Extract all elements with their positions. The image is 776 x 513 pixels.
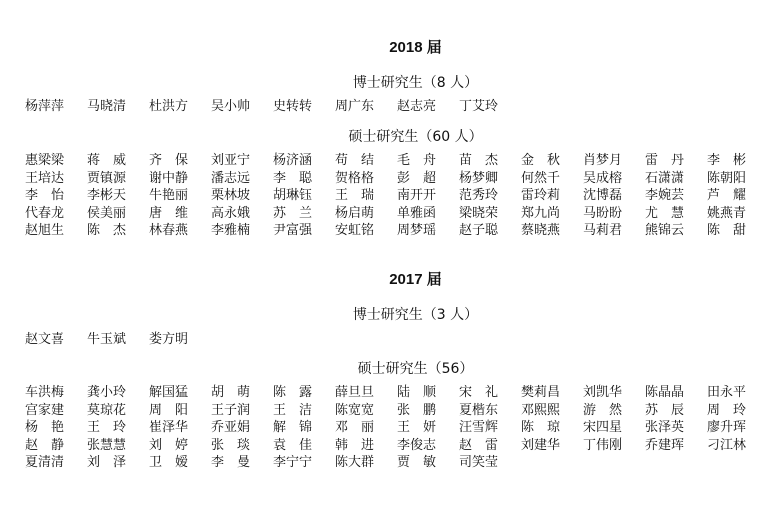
person-name: 车洪梅 (25, 385, 65, 400)
person-name: 邓 丽 (335, 420, 375, 435)
person-name: 彭 超 (397, 170, 437, 186)
person-name: 刁江林 (707, 437, 747, 453)
person-name: 赵文喜 (25, 332, 65, 347)
year-heading-2018: 2018 届 (389, 39, 442, 56)
person-name: 雷 丹 (645, 153, 685, 168)
person-name: 赵旭生 (25, 223, 65, 238)
person-name: 宋四星 (583, 420, 623, 435)
person-name: 田永平 (707, 385, 747, 400)
person-name: 李 彬 (707, 153, 747, 168)
person-name: 乔亚娟 (211, 420, 251, 435)
person-name: 齐 保 (149, 153, 189, 168)
person-name: 芦 耀 (707, 188, 747, 203)
person-name: 金 秋 (521, 153, 561, 168)
person-name: 莫琼花 (87, 402, 127, 418)
person-name: 陈 甜 (707, 223, 747, 238)
person-name: 周广东 (335, 99, 375, 114)
person-name: 赵 雷 (459, 437, 499, 453)
person-name: 樊莉昌 (521, 385, 561, 400)
person-name: 杨 艳 (25, 420, 65, 435)
person-name: 熊锦云 (645, 223, 685, 238)
person-name: 沈博磊 (583, 188, 623, 203)
person-name: 安虹铭 (335, 223, 375, 238)
person-name: 陈宽宽 (335, 402, 375, 418)
person-name: 陈朝阳 (707, 170, 747, 186)
person-name: 陈 杰 (87, 223, 127, 238)
person-name: 陈大群 (335, 455, 375, 470)
person-name: 马莉君 (583, 223, 623, 238)
person-name: 石潇潇 (645, 170, 685, 186)
person-name: 乔建珲 (645, 437, 685, 453)
person-name: 赵 静 (25, 437, 65, 453)
person-name: 张 琰 (211, 437, 251, 453)
person-name: 赵志亮 (397, 99, 437, 114)
person-name: 何然千 (521, 170, 561, 186)
person-name: 范秀玲 (459, 188, 499, 203)
person-name: 毛 舟 (397, 153, 437, 168)
person-name: 周梦瑶 (397, 223, 437, 238)
person-name: 袁 佳 (273, 437, 313, 453)
phd-list-2018 (25, 98, 765, 116)
person-name: 刘亚宁 (211, 153, 251, 168)
person-name: 韩 进 (335, 437, 375, 453)
person-name: 牛玉斌 (87, 332, 127, 347)
year-heading-2017: 2017 届 (389, 271, 442, 288)
person-name: 司笑莹 (459, 455, 499, 470)
person-name: 解 锦 (273, 420, 313, 435)
person-name: 潘志远 (211, 170, 251, 186)
person-name: 龚小玲 (87, 385, 127, 400)
person-name: 周 玲 (707, 402, 747, 418)
person-name: 苏 辰 (645, 402, 685, 418)
person-name: 苟 结 (335, 153, 375, 168)
person-name: 刘建华 (521, 437, 561, 453)
person-name: 杜洪方 (149, 99, 189, 114)
person-name: 贾镇源 (87, 170, 127, 186)
person-name: 吴小帅 (211, 99, 251, 114)
person-name: 贾 敏 (397, 455, 437, 470)
person-name: 宫家建 (25, 402, 65, 418)
person-name: 惠梁梁 (25, 153, 65, 168)
person-name: 尤 慧 (645, 205, 685, 221)
phd-heading-2018: 博士研究生（8 人） (352, 75, 479, 91)
person-name: 丁伟刚 (583, 437, 623, 453)
person-name: 张 鹏 (397, 402, 437, 418)
person-name: 王 玲 (87, 420, 127, 435)
person-name: 丁艾玲 (459, 99, 499, 114)
ms-list-2018 (25, 152, 765, 240)
person-name: 刘 泽 (87, 455, 127, 470)
person-name: 游 然 (583, 402, 623, 418)
person-name: 李宁宁 (273, 455, 313, 470)
person-name: 史转转 (273, 99, 313, 114)
person-name: 赵子聪 (459, 223, 499, 238)
person-name: 李 怡 (25, 188, 65, 203)
person-name: 苗 杰 (459, 153, 499, 168)
person-name: 陆 顺 (397, 385, 437, 400)
person-name: 杨启萌 (335, 205, 375, 221)
person-name: 梁晓荣 (459, 205, 499, 221)
phd-heading-2017: 博士研究生（3 人） (352, 307, 479, 323)
person-name: 姚燕青 (707, 205, 747, 221)
person-name: 高永娥 (211, 205, 251, 221)
person-name: 陈晶晶 (645, 385, 685, 400)
person-name: 邓熙熙 (521, 402, 561, 418)
person-name: 夏楷东 (459, 402, 499, 418)
person-name: 陈 露 (273, 385, 313, 400)
person-name: 尹富强 (273, 223, 313, 238)
ms-heading-2018: 硕士研究生（60 人） (348, 129, 483, 145)
person-name: 雷玲莉 (521, 188, 561, 203)
person-name: 栗林坡 (211, 188, 251, 203)
person-name: 廖升珲 (707, 420, 747, 435)
person-name: 牛艳丽 (149, 188, 189, 203)
person-name: 崔泽华 (149, 420, 189, 435)
ms-heading-2017: 硕士研究生（56） (357, 361, 474, 377)
person-name: 胡 萌 (211, 385, 251, 400)
person-name: 王培达 (25, 170, 65, 186)
person-name: 李婉芸 (645, 188, 685, 203)
person-name: 郑九尚 (521, 205, 561, 221)
person-name: 王 洁 (273, 402, 313, 418)
person-name: 杨济涵 (273, 153, 313, 168)
person-name: 解国猛 (149, 385, 189, 400)
person-name: 张慧慧 (87, 437, 127, 453)
person-name: 马盼盼 (583, 205, 623, 221)
ms-list-2017 (25, 384, 765, 472)
person-name: 贺格格 (335, 170, 375, 186)
person-name: 苏 兰 (273, 205, 313, 221)
person-name: 李雅楠 (211, 223, 251, 238)
person-name: 胡琳钰 (273, 188, 313, 203)
person-name: 肖梦月 (583, 153, 623, 168)
person-name: 单雅函 (397, 205, 437, 221)
person-name: 薛旦旦 (335, 385, 375, 400)
person-name: 谢中静 (149, 170, 189, 186)
person-name: 周 阳 (149, 402, 189, 418)
person-name: 吴成榕 (583, 170, 623, 186)
person-name: 王 妍 (397, 420, 437, 435)
person-name: 刘 婷 (149, 437, 189, 453)
person-name: 李俊志 (397, 437, 437, 453)
person-name: 汪雪辉 (459, 420, 499, 435)
person-name: 侯美丽 (87, 205, 127, 221)
person-name: 蔡晓燕 (521, 223, 561, 238)
person-name: 杨萍萍 (25, 99, 65, 114)
person-name: 宋 礼 (459, 385, 499, 400)
person-name: 唐 维 (149, 205, 189, 221)
person-name: 蒋 威 (87, 153, 127, 168)
person-name: 李彬天 (87, 188, 127, 203)
person-name: 娄方明 (149, 332, 189, 347)
person-name: 马晓清 (87, 99, 127, 114)
person-name: 代春龙 (25, 205, 65, 221)
person-name: 王 瑞 (335, 188, 375, 203)
person-name: 卫 嫒 (149, 455, 189, 470)
person-name: 李 曼 (211, 455, 251, 470)
person-name: 林春燕 (149, 223, 189, 238)
phd-list-2017 (25, 331, 765, 349)
person-name: 刘凯华 (583, 385, 623, 400)
person-name: 王子润 (211, 402, 251, 418)
person-name: 夏清清 (25, 455, 65, 470)
person-name: 李 聪 (273, 170, 313, 186)
person-name: 张泽英 (645, 420, 685, 435)
person-name: 南开开 (397, 188, 437, 203)
person-name: 杨梦卿 (459, 170, 499, 186)
person-name: 陈 琼 (521, 420, 561, 435)
